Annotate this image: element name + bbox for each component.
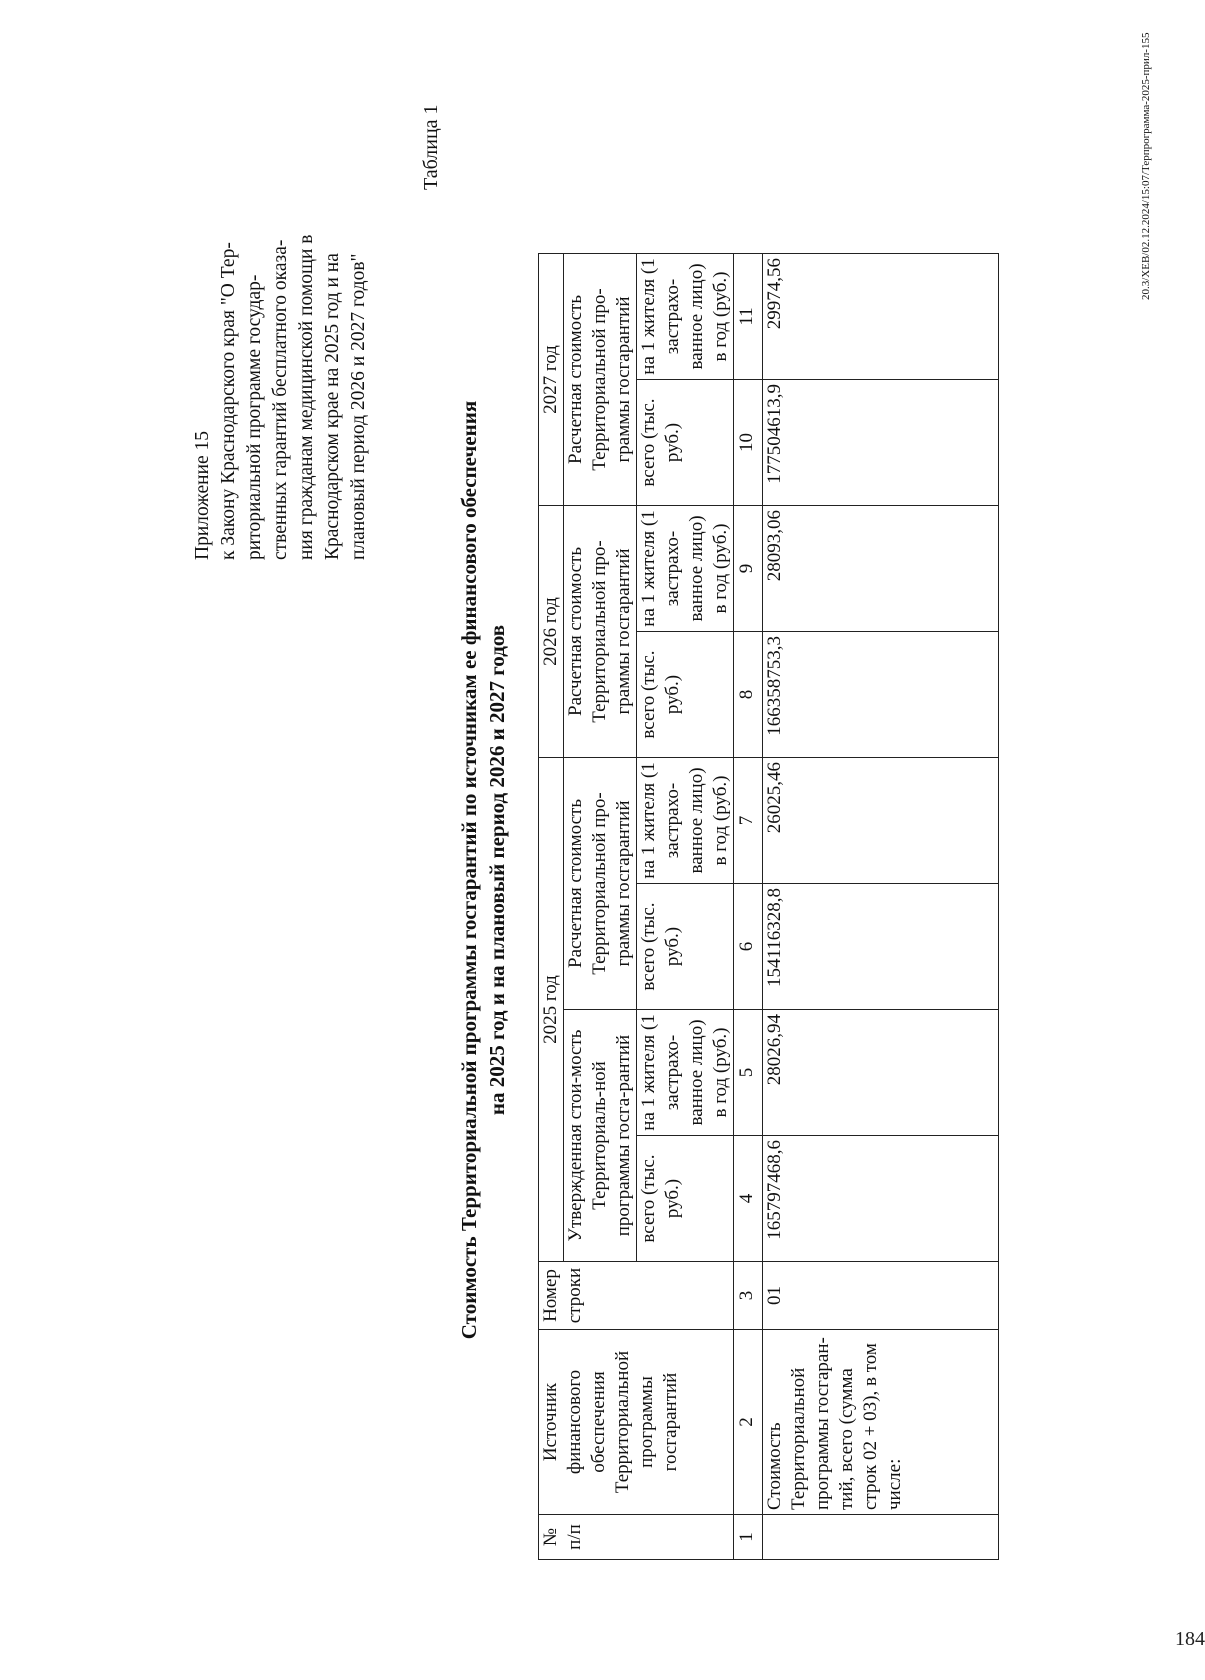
- header-approved-cost: Утвержденная стои-мость Территориаль-ной программы госга-рантий: [564, 1010, 637, 1262]
- header-year-2027: 2027 год: [539, 254, 564, 506]
- header-estimated-cost-2026: Расчетная стоимость Территориальной про-граммы госгарантий: [564, 506, 637, 758]
- header-per-person: на 1 жителя (1 застрахо-ванное лицо) в год (руб.): [637, 1010, 734, 1136]
- header-total: всего (тыс. руб.): [637, 1136, 734, 1262]
- value-cell: 28026,94: [763, 1010, 999, 1136]
- column-number: 8: [734, 632, 763, 758]
- column-number: 11: [734, 254, 763, 380]
- header-row-number: Номер строки: [539, 1262, 734, 1330]
- column-number: 5: [734, 1010, 763, 1136]
- header-per-person: на 1 жителя (1 застрахо-ванное лицо) в год (руб.): [637, 506, 734, 632]
- appendix-line: плановый период 2026 и 2027 годов": [348, 253, 369, 560]
- row-num: [763, 1515, 999, 1560]
- column-number: 10: [734, 380, 763, 506]
- appendix-header: [190, 30, 372, 560]
- table-label: Таблица 1: [420, 104, 442, 190]
- appendix-line: ственных гарантий бесплатного оказа-: [270, 239, 291, 560]
- cost-table: [538, 253, 999, 1560]
- value-cell: 166358753,3: [763, 632, 999, 758]
- appendix-line: Приложение 15: [192, 430, 213, 560]
- header-per-person: на 1 жителя (1 застрахо-ванное лицо) в год (руб.): [637, 758, 734, 884]
- column-number: 4: [734, 1136, 763, 1262]
- document-footer: 20.3/XEB/02.12.2024/15:07/Терпрограмма-2025-прил-155: [1140, 32, 1152, 300]
- header-total: всего (тыс. руб.): [637, 632, 734, 758]
- header-num: № п/п: [539, 1515, 734, 1560]
- row-number: 01: [763, 1262, 999, 1330]
- appendix-line: к Закону Краснодарского края "О Тер-: [218, 242, 239, 560]
- table-row: [763, 254, 999, 1560]
- column-number: 6: [734, 884, 763, 1010]
- appendix-line: Краснодарском крае на 2025 год и на: [322, 253, 343, 560]
- header-per-person: на 1 жителя (1 застрахо-ванное лицо) в год (руб.): [637, 254, 734, 380]
- column-number: 3: [734, 1262, 763, 1330]
- column-number: 7: [734, 758, 763, 884]
- appendix-line: ния гражданам медицинской помощи в: [296, 234, 317, 560]
- page-number: 184: [1175, 1628, 1205, 1650]
- header-source: Источник финансового обеспечения Территориальной программы госгарантий: [539, 1330, 734, 1515]
- column-number: 2: [734, 1330, 763, 1515]
- row-source: Стоимость Территориальной программы госгаран-тий, всего (сумма строк 02 + 03), в том числе:: [763, 1330, 999, 1515]
- title-line-1: Стоимость Территориальной программы госгарантий по источникам ее финансового обеспечения: [457, 400, 481, 1340]
- header-total: всего (тыс. руб.): [637, 884, 734, 1010]
- value-cell: 177504613,9: [763, 380, 999, 506]
- document-title: [455, 220, 511, 1520]
- header-estimated-cost-2025: Расчетная стоимость Территориальной про-граммы госгарантий: [564, 758, 637, 1010]
- header-total: всего (тыс. руб.): [637, 380, 734, 506]
- header-year-2025: 2025 год: [539, 758, 564, 1262]
- value-cell: 154116328,8: [763, 884, 999, 1010]
- value-cell: 26025,46: [763, 758, 999, 884]
- header-estimated-cost-2027: Расчетная стоимость Территориальной про-граммы госгарантий: [564, 254, 637, 506]
- column-number: 9: [734, 506, 763, 632]
- appendix-line: риториальной программе государ-: [244, 274, 265, 560]
- value-cell: 29974,56: [763, 254, 999, 380]
- value-cell: 165797468,6: [763, 1136, 999, 1262]
- value-cell: 28093,06: [763, 506, 999, 632]
- title-line-2: на 2025 год и на плановый период 2026 и 2027 годов: [485, 624, 509, 1116]
- column-number: 1: [734, 1515, 763, 1560]
- header-year-2026: 2026 год: [539, 506, 564, 758]
